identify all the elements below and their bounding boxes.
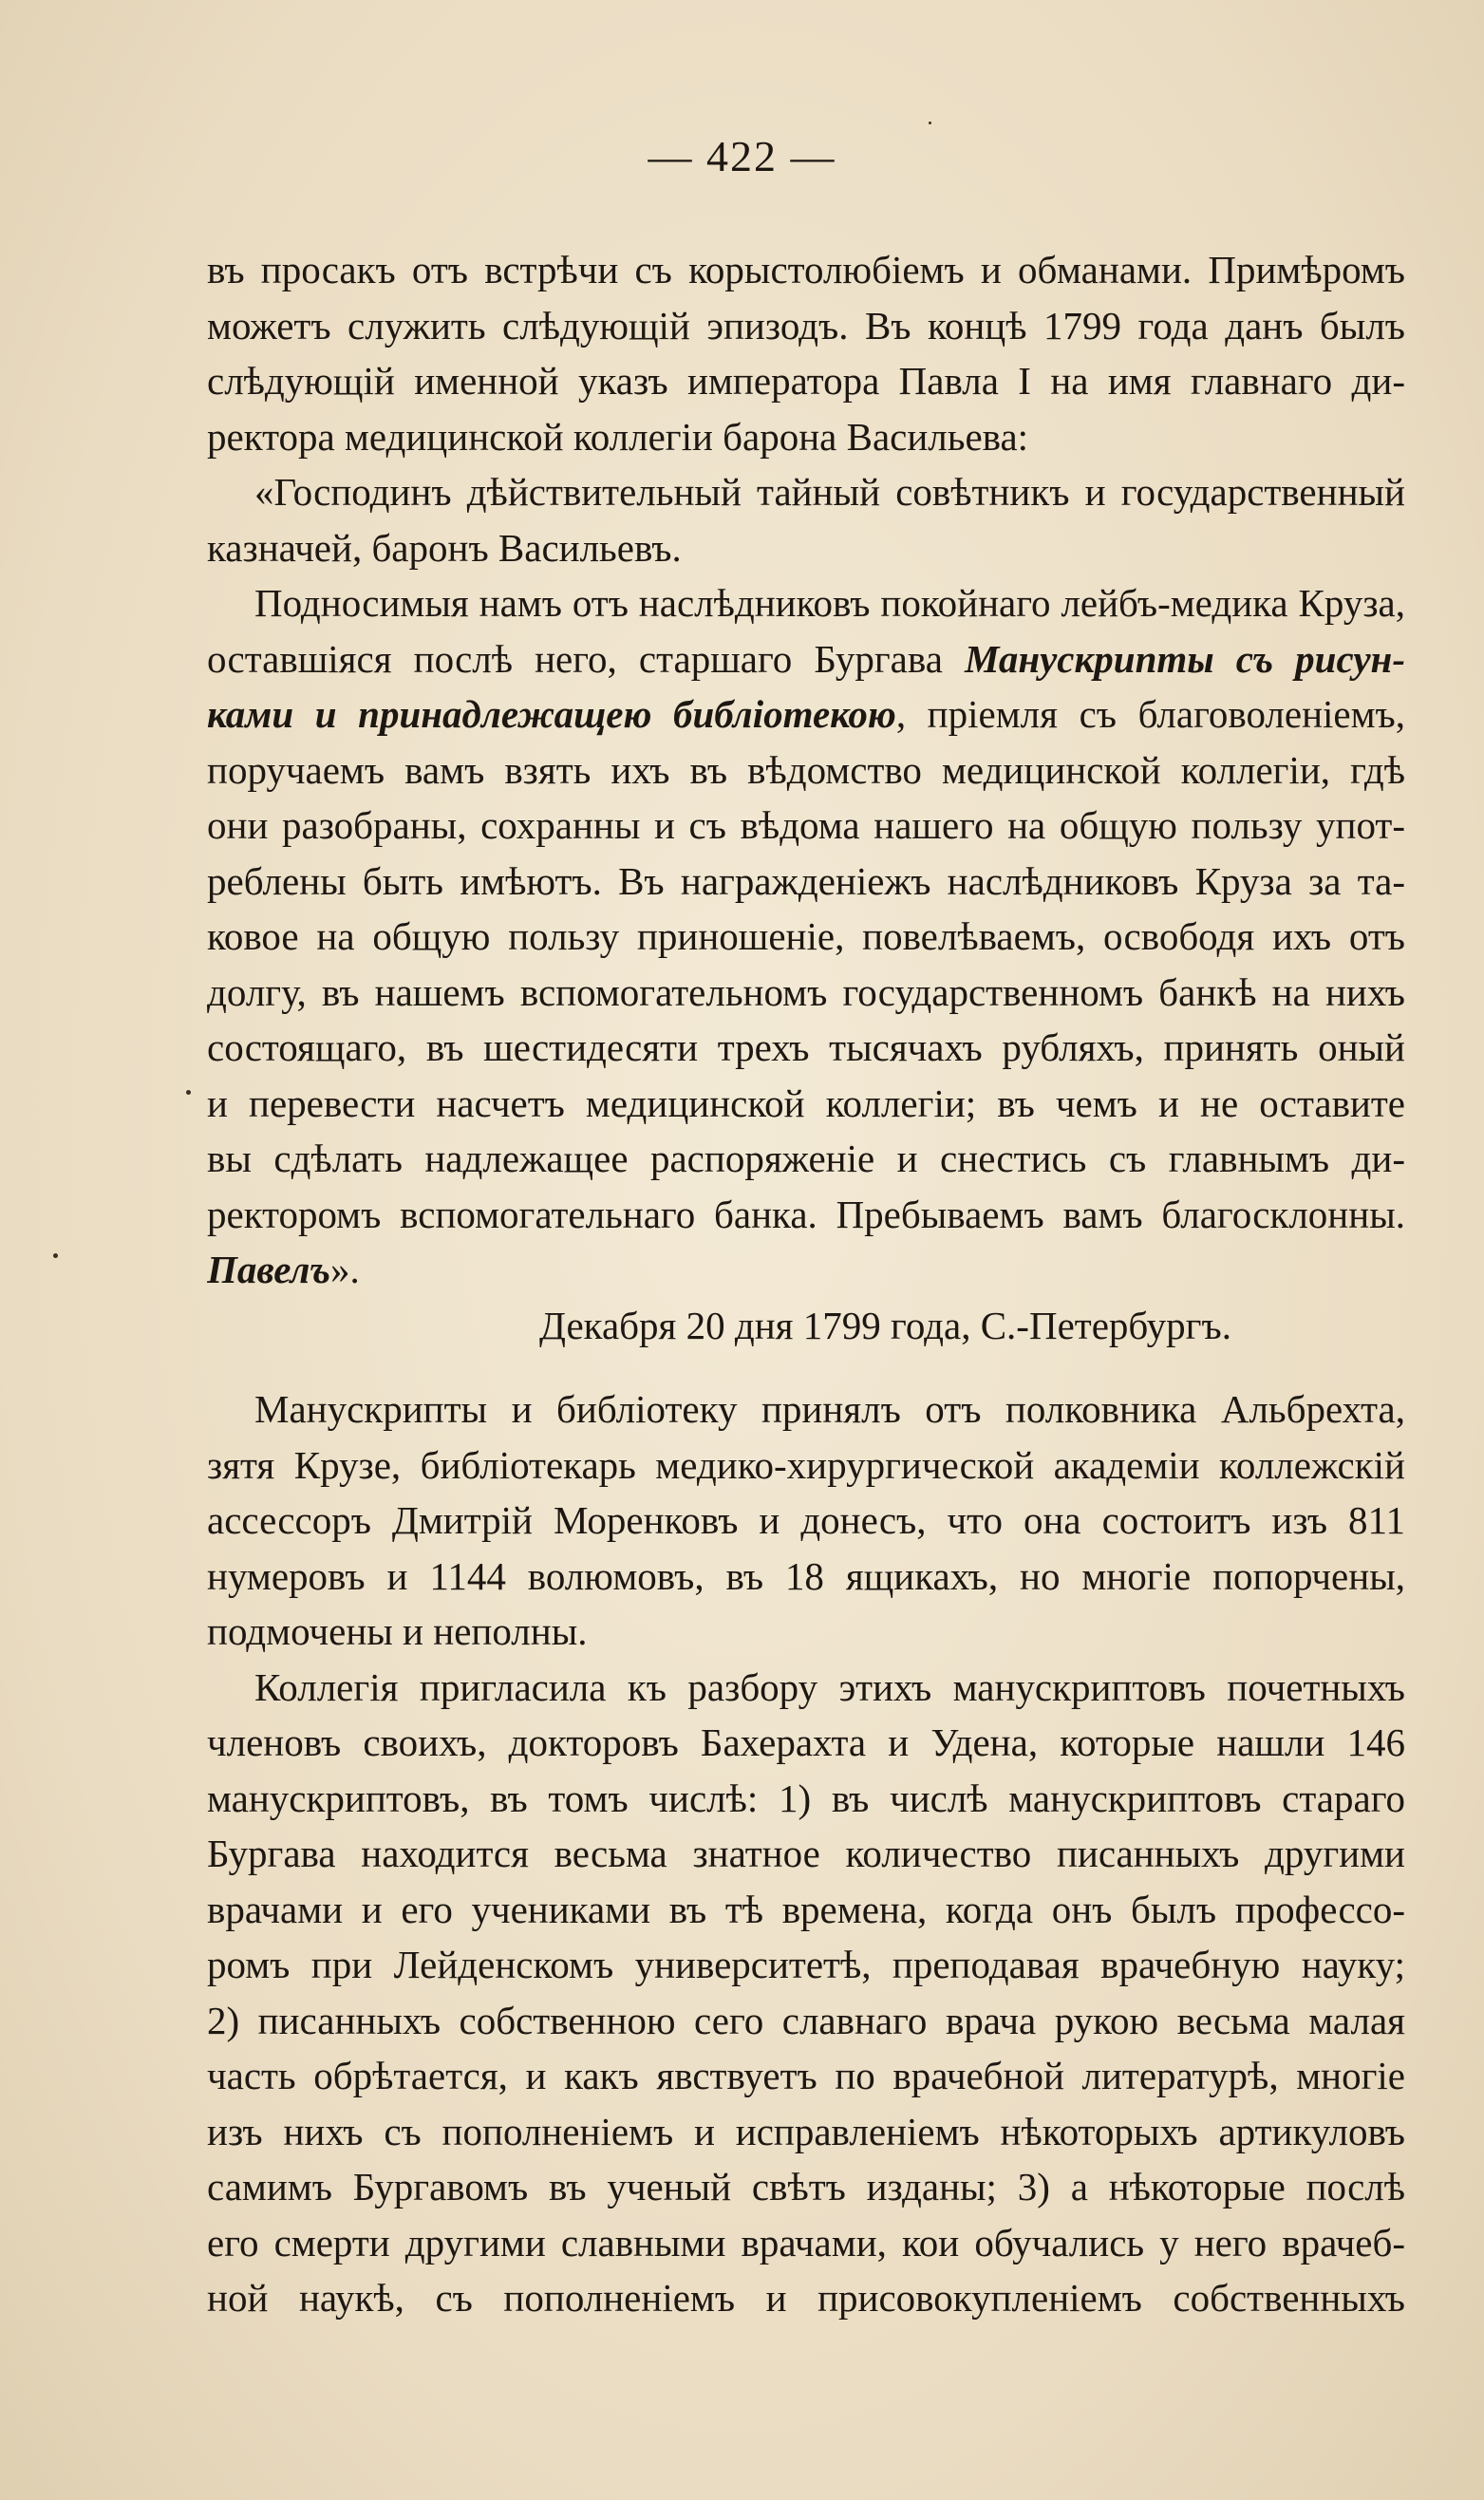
date-line: Декабря 20 дня 1799 года, С.-Петербургъ. bbox=[539, 1303, 1231, 1347]
text-line: Манускрипты и библіотеку принялъ отъ полковника Альбрехта, bbox=[254, 1387, 1405, 1431]
text-line: нумеровъ и 1144 волюмовъ, въ 18 ящикахъ, но многіе попорчены, bbox=[207, 1553, 1405, 1598]
italic-title: Манускрипты съ рисун- bbox=[964, 636, 1405, 681]
text-line: ной наукѣ, съ пополненіемъ и присовокупленіемъ собственныхъ bbox=[207, 2276, 1405, 2320]
text-line: ромъ при Лейденскомъ университетѣ, преподавая врачебную науку; bbox=[207, 1943, 1405, 1986]
text-line: манускриптовъ, въ томъ числѣ: 1) въ числѣ манускриптовъ стараго bbox=[207, 1776, 1405, 1820]
text-line: Подносимыя намъ отъ наслѣдниковъ покойнаго лейбъ-медика Круза, bbox=[254, 581, 1405, 625]
text-line: Бургава находится весьма знатное количество писанныхъ другими bbox=[207, 1832, 1405, 1875]
page-number: — 422 — bbox=[648, 132, 836, 180]
text-line: часть обрѣтается, и какъ явствуетъ по врачебной литературѣ, многіе bbox=[207, 2054, 1405, 2097]
text-line bbox=[207, 686, 1405, 742]
text-line: его смерти другими славными врачами, кои обучались у него врачеб- bbox=[207, 2220, 1405, 2265]
signature-name: Павелъ bbox=[207, 1248, 331, 1291]
text-line: въ просакъ отъ встрѣчи съ корыстолюбіемъ и обманами. Примѣромъ bbox=[207, 248, 1405, 291]
text-line: врачами и его учениками въ тѣ времена, когда онъ былъ профессо- bbox=[207, 1887, 1405, 1931]
text-line bbox=[207, 631, 1405, 687]
text-run: ». bbox=[330, 1248, 360, 1291]
text-block-manuscripts bbox=[207, 1382, 1405, 2326]
ink-speck bbox=[929, 122, 931, 124]
text-run: , пріемля съ благоволеніемъ, bbox=[895, 692, 1405, 736]
text-line: можетъ служить слѣдующій эпизодъ. Въ концѣ 1799 года данъ былъ bbox=[207, 303, 1405, 348]
text-line: зятя Крузе, библіотекарь медико-хирургической академіи коллежскій bbox=[207, 1442, 1405, 1487]
text-line: поручаемъ вамъ взять ихъ въ вѣдомство медицинской коллегіи, гдѣ bbox=[207, 747, 1405, 792]
text-line: 2) писанныхъ собственною сего славнаго врача рукою весьма малая bbox=[207, 1998, 1405, 2042]
text-line: ректора медицинской коллегіи барона Васильева: bbox=[207, 414, 1029, 459]
text-line: Коллегія пригласила къ разбору этихъ манускриптовъ почетныхъ bbox=[254, 1664, 1405, 1709]
text-line: «Господинъ дѣйствительный тайный совѣтникъ и государственный bbox=[254, 470, 1405, 514]
text-line: долгу, въ нашемъ вспомогательномъ государственномъ банкѣ на нихъ bbox=[207, 969, 1405, 1014]
text-block-decree bbox=[207, 242, 1405, 1353]
text-line: состоящаго, въ шестидесяти трехъ тысячахъ рубляхъ, принять оный bbox=[207, 1025, 1405, 1069]
text-line: и перевести насчетъ медицинской коллегіи; въ чемъ и не оставите bbox=[207, 1081, 1405, 1125]
text-line: они разобраны, сохранны и съ вѣдома нашего на общую пользу упот- bbox=[207, 803, 1405, 847]
text-line: казначей, баронъ Васильевъ. bbox=[207, 525, 682, 570]
signature-line bbox=[207, 1242, 1405, 1298]
text-line: членовъ своихъ, докторовъ Бахерахта и Удена, которые нашли 146 bbox=[207, 1720, 1405, 1764]
text-line: подмочены и неполны. bbox=[207, 1609, 588, 1653]
text-line: самимъ Бургавомъ въ ученый свѣтъ изданы; 3) а нѣкоторые послѣ bbox=[207, 2165, 1405, 2209]
text-line: ковое на общую пользу приношеніе, повелѣваемъ, освободя ихъ отъ bbox=[207, 914, 1405, 958]
ink-speck bbox=[186, 1090, 191, 1095]
text-line: реблены быть имѣютъ. Въ награжденіежъ наслѣдниковъ Круза за та- bbox=[207, 858, 1405, 903]
text-run: оставшіяся послѣ него, старшаго Бургава bbox=[207, 636, 965, 681]
ink-speck bbox=[53, 1253, 58, 1258]
text-line: ассессоръ Дмитрій Моренковъ и донесъ, что она состоитъ изъ 811 bbox=[207, 1498, 1405, 1542]
text-line: изъ нихъ съ пополненіемъ и исправленіемъ нѣкоторыхъ артикуловъ bbox=[207, 2109, 1405, 2153]
text-line: слѣдующій именной указъ императора Павла I на имя главнаго ди- bbox=[207, 359, 1405, 403]
text-line: вы сдѣлать надлежащее распоряженіе и снестись съ главнымъ ди- bbox=[207, 1137, 1405, 1180]
text-line: ректоромъ вспомогательнаго банка. Пребываемъ вамъ благосклонны. bbox=[207, 1192, 1405, 1236]
italic-title: ками и принадлежащею библіотекою bbox=[207, 692, 896, 736]
